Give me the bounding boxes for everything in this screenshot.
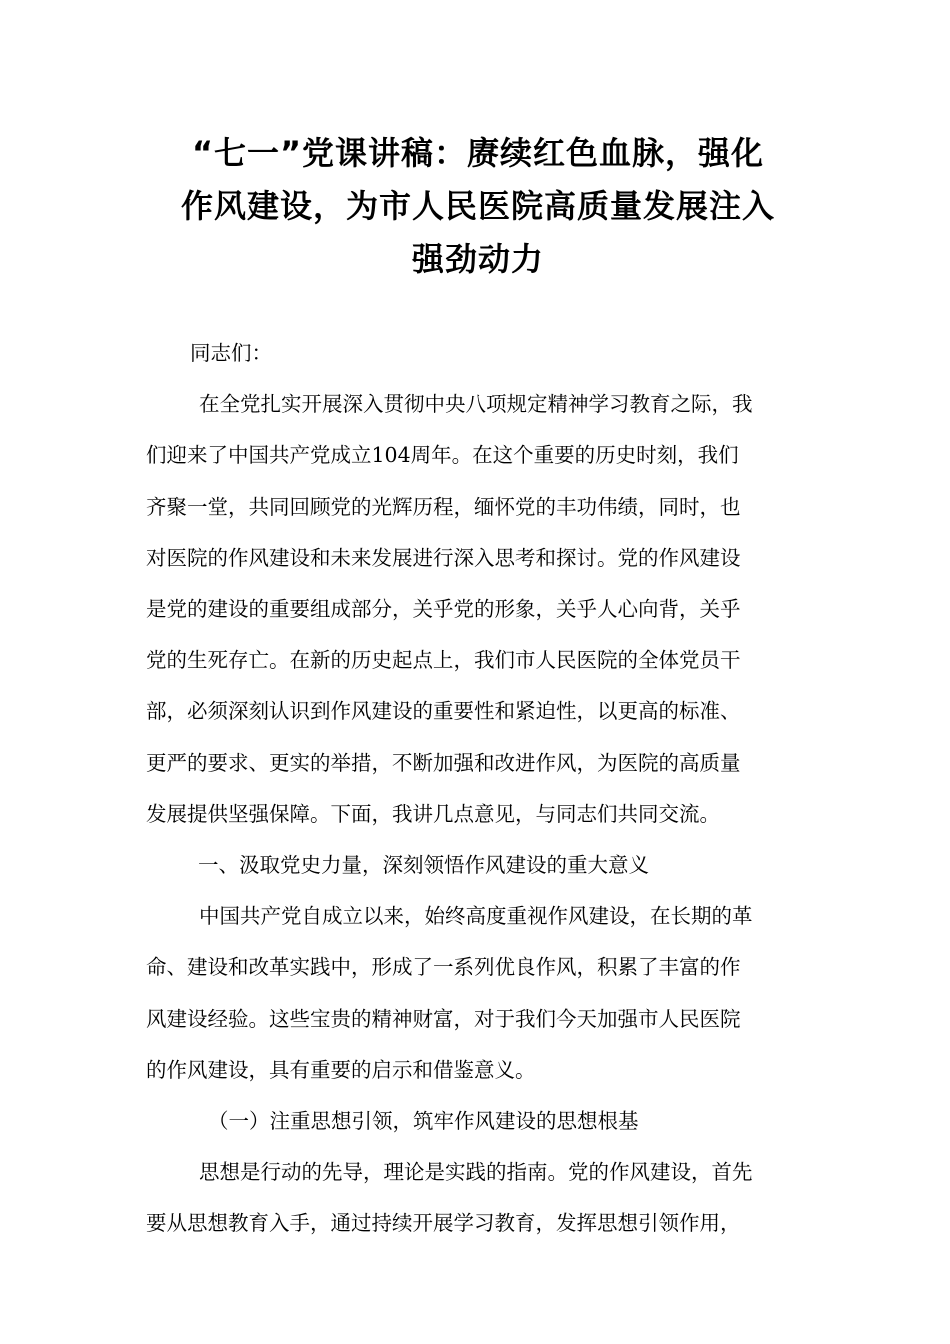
section-paragraph <box>146 891 808 1096</box>
greeting: 同志们： <box>190 341 272 365</box>
text-line: 在全党扎实开展深入贯彻中央八项规定精神学习教育之际，我 <box>199 392 753 417</box>
intro-paragraph <box>146 379 808 840</box>
text-line: 的作风建设，具有重要的启示和借鉴意义。 <box>146 1057 536 1082</box>
text-line: 对医院的作风建设和未来发展进行深入思考和探讨。党的作风建设 <box>146 545 741 570</box>
text-line: 思想是行动的先导，理论是实践的指南。党的作风建设，首先 <box>199 1160 753 1185</box>
title-line: 作风建设，为市人民医院高质量发展注入 <box>180 187 775 225</box>
text-line: 们迎来了中国共产党成立104周年。在这个重要的历史时刻，我们 <box>146 443 739 468</box>
text-line: 发展提供坚强保障。下面，我讲几点意见，与同志们共同交流。 <box>146 801 720 826</box>
text-line: 命、建设和改革实践中，形成了一系列优良作风，积累了丰富的作 <box>146 955 741 980</box>
text-line: 要从思想教育入手，通过持续开展学习教育，发挥思想引领作用， <box>146 1211 741 1236</box>
title-line: 强劲动力 <box>411 240 544 278</box>
text-line: 风建设经验。这些宝贵的精神财富，对于我们今天加强市人民医院 <box>146 1006 741 1031</box>
subsection-heading: （一）注重思想引领，筑牢作风建设的思想根基 <box>208 1109 639 1134</box>
text-line: 党的生死存亡。在新的历史起点上，我们市人民医院的全体党员干 <box>146 648 741 673</box>
section-heading: 一、汲取党史力量，深刻领悟作风建设的重大意义 <box>198 853 649 878</box>
document-title <box>148 127 808 286</box>
text-line: 中国共产党自成立以来，始终高度重视作风建设，在长期的革 <box>199 904 753 929</box>
text-line: 齐聚一堂，共同回顾党的光辉历程，缅怀党的丰功伟绩，同时，也 <box>146 494 741 519</box>
title-line: “七一”党课讲稿：赓续红色血脉，强化 <box>191 134 765 172</box>
text-line: 是党的建设的重要组成部分，关乎党的形象，关乎人心向背，关乎 <box>146 597 741 622</box>
text-line: 部，必须深刻认识到作风建设的重要性和紧迫性，以更高的标准、 <box>146 699 741 724</box>
document-body <box>146 328 808 1250</box>
subsection-paragraph <box>146 1147 808 1249</box>
text-line: 更严的要求、更实的举措，不断加强和改进作风，为医院的高质量 <box>146 750 741 775</box>
